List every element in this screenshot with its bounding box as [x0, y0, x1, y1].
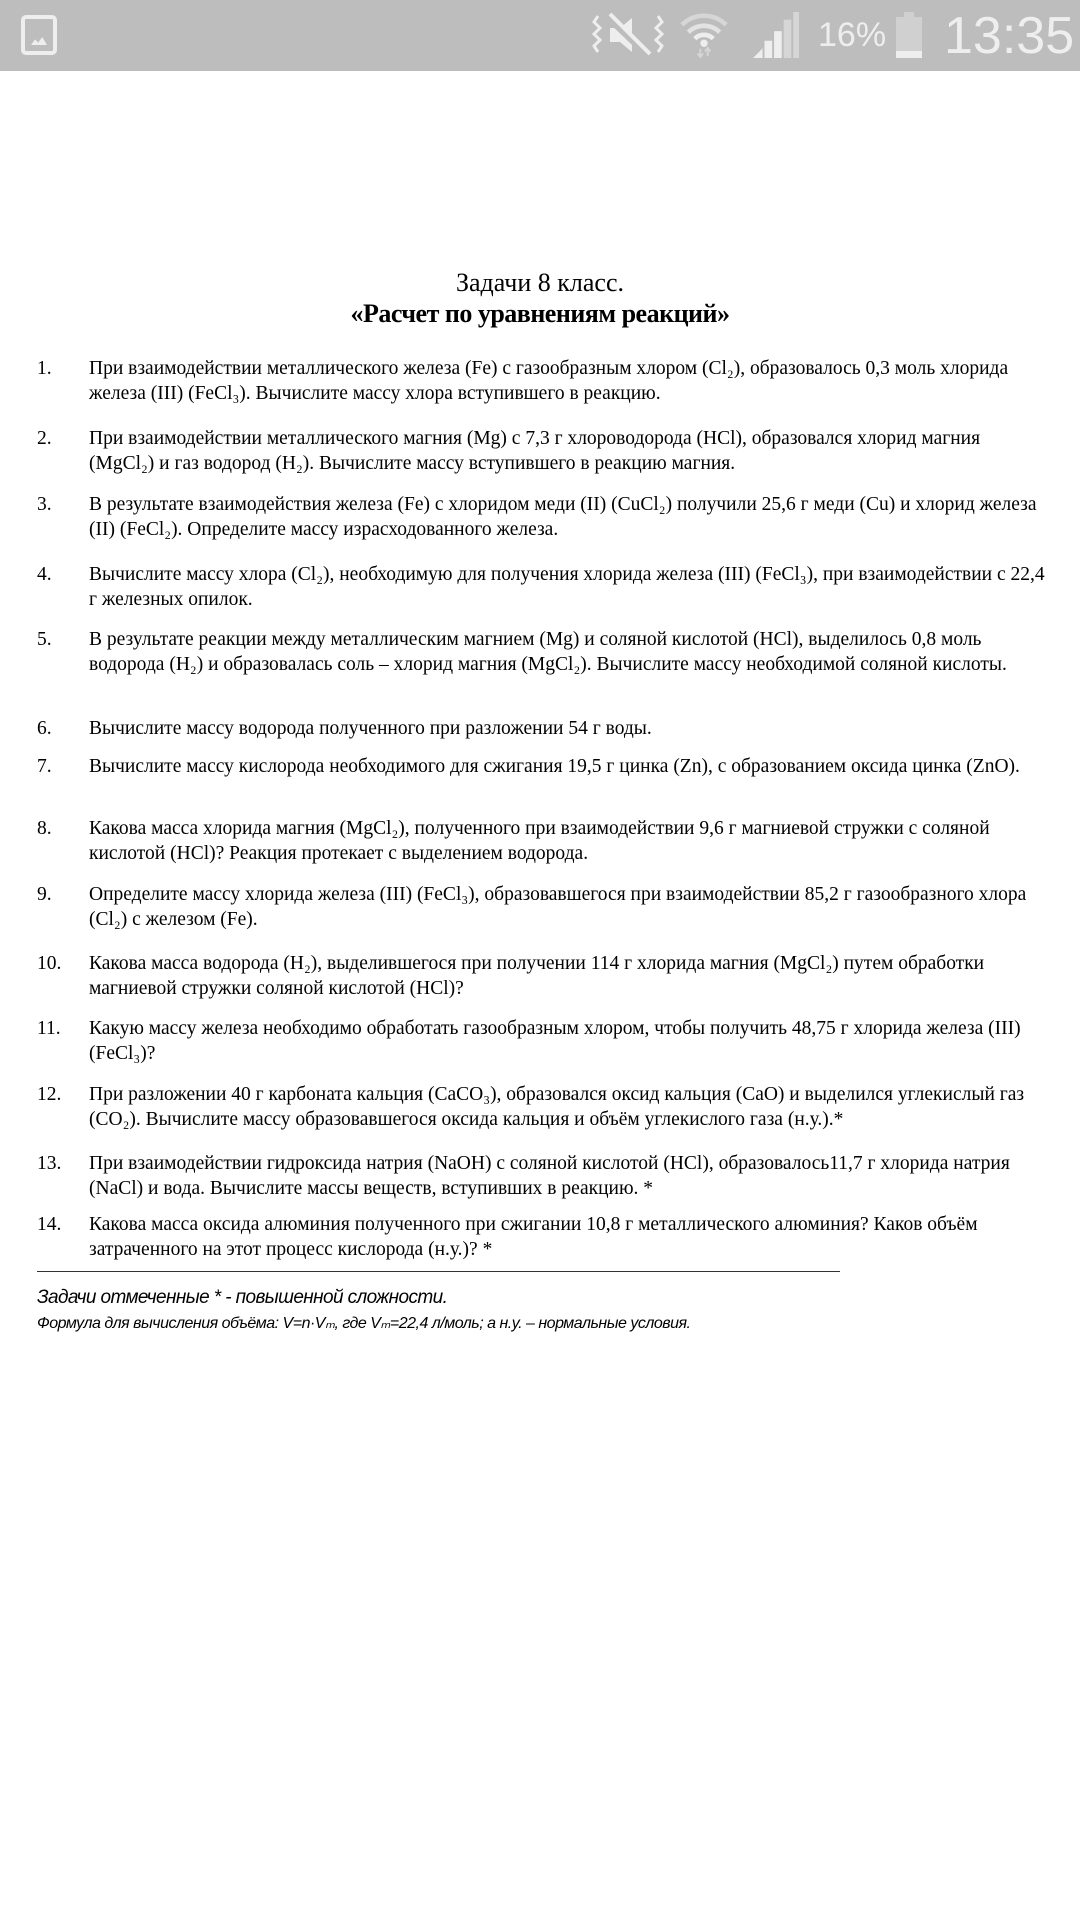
task-text: При взаимодействии гидроксида натрия (NaOH) с соляной кислотой (HCl), образовалось11,7 г хлорида натрия (NaCl) и вода. Вычислите массы веществ, вступивших в реакцию. *	[89, 1153, 1010, 1199]
gallery-icon	[21, 15, 57, 55]
task-number: 2.	[37, 428, 52, 449]
task-text: В результате взаимодействия железа (Fe) с хлоридом меди (II) (CuCl₂) получили 25,6 г меди (Cu) и хлорид железа (II) (FeCl₂). Определите массу израсходованного железа.	[89, 494, 1037, 540]
task-text: Какую массу железа необходимо обработать газообразным хлором, чтобы получить 48,75 г хлорида железа (III) (FeCl₃)?	[89, 1018, 1021, 1064]
vibrate-mute-icon	[592, 12, 664, 58]
task-number: 8.	[37, 818, 52, 839]
task-number: 4.	[37, 564, 52, 585]
task-text: При взаимодействии металлического железа (Fe) с газообразным хлором (Cl₂), образовалось 0,3 моль хлорида железа (III) (FeCl₃). Вычислите массу хлора вступившего в реакцию.	[89, 358, 1009, 404]
task-text: Какова масса оксида алюминия полученного при сжигании 10,8 г металлического алюминия? Каков объём затраченного на этот процесс кислорода (н.у.)? *	[89, 1214, 978, 1260]
wifi-icon	[678, 12, 730, 58]
task-text: Вычислите массу кислорода необходимого для сжигания 19,5 г цинка (Zn), с образованием оксида цинка (ZnO).	[89, 756, 1020, 777]
formula-note: Формула для вычисления объёма: V=n·Vₘ, где Vₘ=22,4 л/моль; а н.у. – нормальные условия.	[37, 1315, 691, 1332]
task-number: 11.	[37, 1018, 61, 1039]
footnote-divider	[37, 1271, 840, 1272]
task-number: 10.	[37, 953, 62, 974]
task-number: 9.	[37, 884, 52, 905]
document-subtitle: «Расчет по уравнениям реакций»	[350, 299, 730, 328]
task-text: Вычислите массу водорода полученного при разложении 54 г воды.	[89, 718, 652, 739]
task-text: Определите массу хлорида железа (III) (FeCl₃), образовавшегося при взаимодействии 85,2 г газообразного хлора (Cl₂) с железом (Fe).	[89, 884, 1027, 930]
task-text: Вычислите массу хлора (Cl₂), необходимую для получения хлорида железа (III) (FeCl₃), при взаимодействии с 22,4 г железных опилок.	[89, 564, 1045, 610]
battery-percent: 16%	[818, 16, 887, 54]
task-number: 6.	[37, 718, 52, 739]
task-text: В результате реакции между металлическим магнием (Mg) и соляной кислотой (HCl), выделилось 0,8 моль водорода (H₂) и образовалась соль – хлорид магния (MgCl₂). Вычислите массу необходимой соляной кислоты.	[89, 629, 1007, 675]
clock: 13:35	[944, 7, 1075, 65]
task-number: 7.	[37, 756, 52, 777]
document-title: Задачи 8 класс.	[455, 268, 624, 297]
footnote: Задачи отмеченные * - повышенной сложности.	[37, 1287, 448, 1308]
task-number: 3.	[37, 494, 52, 515]
signal-icon	[750, 12, 802, 58]
task-number: 12.	[37, 1084, 62, 1105]
task-text: При разложении 40 г карбоната кальция (CaCO₃), образовался оксид кальция (CaO) и выделился углекислый газ (CO₂). Вычислите массу образовавшегося оксида кальция и объём углекислого газа (н.у.).*	[89, 1084, 1025, 1130]
status-bar	[0, 0, 1080, 71]
task-number: 1.	[37, 358, 52, 379]
task-text: Какова масса хлорида магния (MgCl₂), полученного при взаимодействии 9,6 г магниевой стружки с соляной кислотой (HCl)? Реакция протекает с выделением водорода.	[89, 818, 990, 864]
battery-icon	[896, 12, 922, 58]
task-number: 13.	[37, 1153, 62, 1174]
task-number: 14.	[37, 1214, 62, 1235]
task-text: Какова масса водорода (H₂), выделившегося при получении 114 г хлорида магния (MgCl₂) путем обработки магниевой стружки соляной кислотой (HCl)?	[89, 953, 985, 999]
task-number: 5.	[37, 629, 52, 650]
task-text: При взаимодействии металлического магния (Mg) с 7,3 г хлороводорода (HCl), образовался хлорид магния (MgCl₂) и газ водород (H₂). Вычислите массу вступившего в реакцию магния.	[89, 428, 981, 474]
